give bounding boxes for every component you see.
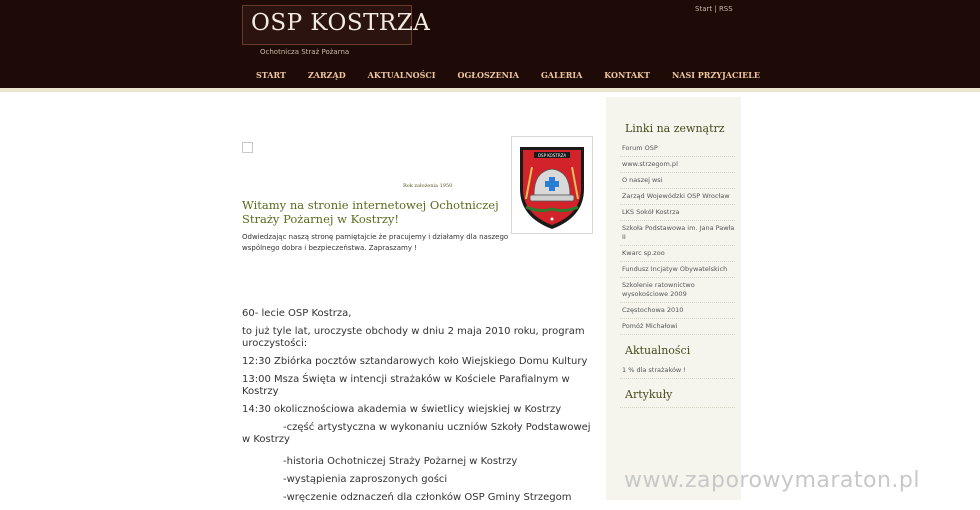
osp-emblem	[511, 136, 593, 234]
program-line: 13:00 Msza Święta w intencji strażaków w Kościele Parafialnym w Kostrzy	[242, 374, 570, 397]
site-header	[0, 0, 980, 88]
program-line: -wystąpienia zaproszonych gości	[283, 474, 448, 485]
nav-nasi-przyjaciele[interactable]: NASI PRZYJACIELE	[671, 70, 760, 80]
logo[interactable]	[242, 5, 431, 45]
sidebar-link[interactable]: O naszej wsi	[620, 173, 735, 189]
founding-year-caption: Rok założenia 1950	[403, 183, 453, 189]
program-line: -historia Ochotniczej Straży Pożarnej w Kostrzy	[283, 456, 518, 467]
sidebar-link[interactable]: Kwarc sp.zoo	[620, 246, 735, 262]
program-line: 14:30 okolicznościowa akademia w świetlicy wiejskiej w Kostrzy	[242, 404, 562, 415]
sidebar-link[interactable]: Pomóż Michałowi	[620, 319, 735, 335]
nav-ogloszenia[interactable]: OGŁOSZENIA	[457, 70, 519, 80]
emblem-text: OSP KOSTRZA	[537, 153, 567, 158]
top-link-rss[interactable]: RSS	[718, 5, 733, 13]
sidebar-link[interactable]: Zarząd Wojewódzki OSP Wrocław	[620, 189, 735, 205]
sidebar-articles-title: Artykuły	[625, 388, 673, 401]
sidebar-link[interactable]: Szkolenie ratownictwo wysokościowe 2009	[620, 278, 735, 303]
top-links	[695, 5, 733, 13]
sidebar-link[interactable]: Częstochowa 2010	[620, 303, 735, 319]
header-divider	[0, 88, 980, 92]
external-links-list	[620, 141, 735, 335]
articles-list	[620, 407, 735, 408]
program-line: 12:30 Zbiórka pocztów sztandarowych koło Wiejskiego Domu Kultury	[242, 356, 588, 367]
nav-zarzad[interactable]: ZARZĄD	[307, 70, 346, 80]
broken-image-placeholder	[242, 142, 253, 153]
sidebar-link[interactable]: Fundusz Incjatyw Obywatelskich	[620, 262, 735, 278]
news-list	[620, 363, 735, 379]
top-link-separator: |	[714, 5, 717, 13]
fire-brigade-shield-icon	[512, 137, 592, 233]
program-line: 60- lecie OSP Kostrza,	[242, 308, 352, 319]
logo-text: OSP KOSTRZA	[251, 10, 431, 36]
program-line: to już tyle lat, uroczyste obchody w dniu 2 maja 2010 roku, program uroczystości:	[242, 326, 585, 349]
program-line: -wręczenie odznaczeń dla członków OSP Gminy Strzegom	[283, 492, 572, 503]
tagline: Ochotnicza Straż Pożarna	[260, 48, 350, 56]
anniversary-program	[242, 308, 597, 510]
main-nav	[245, 70, 771, 80]
sidebar	[606, 97, 741, 500]
intro-text: Odwiedzając naszą stronę pamiętajcie że pracujemy i działamy dla naszego wspólnego dobra i bezpieczeństwa. Zapraszamy !	[242, 233, 509, 252]
sidebar-link[interactable]: Forum OSP	[620, 141, 735, 157]
sidebar-links-title: Linki na zewnątrz	[625, 122, 725, 135]
sidebar-news-title: Aktualności	[625, 344, 691, 357]
watermark: www.zaporowymaraton.pl	[624, 468, 920, 493]
nav-kontakt[interactable]: KONTAKT	[604, 70, 650, 80]
sidebar-link[interactable]: LKS Sokół Kostrza	[620, 205, 735, 221]
sidebar-link[interactable]: Szkoła Podstawowa im. Jana Pawła II	[620, 221, 735, 246]
top-link-start[interactable]: Start	[695, 5, 713, 13]
program-line: -część artystyczna w wykonaniu uczniów Szkoły Podstawowej w Kostrzy	[242, 422, 591, 445]
news-link[interactable]: 1 % dla strażaków !	[620, 363, 735, 379]
welcome-title: Witamy na stronie internetowej Ochotniczej Straży Pożarnej w Kostrzy!	[242, 198, 499, 226]
nav-aktualnosci[interactable]: AKTUALNOŚCI	[367, 70, 436, 80]
sidebar-link[interactable]: www.strzegom.pl	[620, 157, 735, 173]
articles-divider	[620, 407, 735, 408]
nav-galeria[interactable]: GALERIA	[540, 70, 583, 80]
nav-start[interactable]: START	[256, 70, 286, 80]
